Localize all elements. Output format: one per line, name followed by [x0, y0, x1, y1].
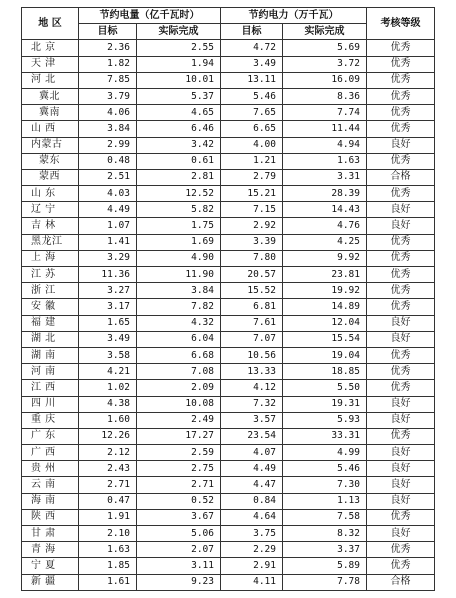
electricity-actual-cell: 12.52: [137, 186, 221, 202]
region-cell: 冀北: [22, 88, 79, 104]
table-row: [22, 121, 435, 137]
table-row: [22, 137, 435, 153]
power-target-cell: 13.11: [221, 72, 283, 88]
electricity-target-cell: 2.71: [79, 477, 137, 493]
region-cell: 广 西: [22, 445, 79, 461]
table-row: [22, 72, 435, 88]
grade-header: 考核等级: [367, 8, 435, 40]
electricity-target-cell: 3.27: [79, 283, 137, 299]
power-actual-cell: 7.58: [283, 509, 367, 525]
table-row: [22, 299, 435, 315]
region-cell: 山 西: [22, 121, 79, 137]
power-actual-cell: 11.44: [283, 121, 367, 137]
power-actual-cell: 9.92: [283, 250, 367, 266]
grade-cell: 优秀: [367, 40, 435, 56]
power-target-cell: 7.07: [221, 331, 283, 347]
electricity-target-cell: 1.91: [79, 509, 137, 525]
power-target-cell: 2.92: [221, 218, 283, 234]
region-cell: 辽 宁: [22, 202, 79, 218]
power-target-cell: 5.46: [221, 88, 283, 104]
power-target-cell: 1.21: [221, 153, 283, 169]
energy-savings-table: [21, 7, 435, 591]
electricity-target-cell: 2.99: [79, 137, 137, 153]
electricity-actual-cell: 4.90: [137, 250, 221, 266]
power-actual-cell: 4.76: [283, 218, 367, 234]
power-actual-cell: 12.04: [283, 315, 367, 331]
table-header: [22, 8, 435, 40]
region-cell: 山 东: [22, 186, 79, 202]
table-row: [22, 186, 435, 202]
grade-cell: 优秀: [367, 380, 435, 396]
electricity-actual-cell: 2.09: [137, 380, 221, 396]
electricity-target-cell: 1.60: [79, 412, 137, 428]
table-row: [22, 40, 435, 56]
power-target-cell: 4.07: [221, 445, 283, 461]
table-row: [22, 396, 435, 412]
region-cell: 河 南: [22, 364, 79, 380]
grade-cell: 优秀: [367, 72, 435, 88]
power-actual-cell: 1.13: [283, 493, 367, 509]
region-cell: 贵 州: [22, 461, 79, 477]
power-target-cell: 4.12: [221, 380, 283, 396]
region-cell: 北 京: [22, 40, 79, 56]
electricity-actual-cell: 11.90: [137, 267, 221, 283]
region-cell: 广 东: [22, 428, 79, 444]
grade-cell: 良好: [367, 331, 435, 347]
electricity-actual-cell: 3.42: [137, 137, 221, 153]
grade-cell: 良好: [367, 493, 435, 509]
power-saved-header: 节约电力（万千瓦）: [221, 8, 367, 24]
electricity-target-header: 目标: [79, 24, 137, 40]
power-actual-cell: 16.09: [283, 72, 367, 88]
power-actual-cell: 15.54: [283, 331, 367, 347]
grade-cell: 优秀: [367, 153, 435, 169]
power-actual-cell: 33.31: [283, 428, 367, 444]
power-actual-cell: 5.93: [283, 412, 367, 428]
electricity-actual-cell: 2.55: [137, 40, 221, 56]
electricity-target-cell: 0.48: [79, 153, 137, 169]
electricity-target-cell: 4.06: [79, 105, 137, 121]
electricity-actual-cell: 3.67: [137, 509, 221, 525]
electricity-target-cell: 3.58: [79, 347, 137, 363]
electricity-actual-cell: 2.59: [137, 445, 221, 461]
electricity-actual-cell: 5.82: [137, 202, 221, 218]
electricity-target-cell: 3.49: [79, 331, 137, 347]
electricity-target-cell: 1.82: [79, 56, 137, 72]
grade-cell: 优秀: [367, 509, 435, 525]
grade-cell: 良好: [367, 412, 435, 428]
region-cell: 甘 肃: [22, 526, 79, 542]
electricity-actual-cell: 0.61: [137, 153, 221, 169]
table-row: [22, 461, 435, 477]
grade-cell: 优秀: [367, 186, 435, 202]
electricity-actual-cell: 0.52: [137, 493, 221, 509]
table-row: [22, 267, 435, 283]
table-row: [22, 428, 435, 444]
power-actual-cell: 23.81: [283, 267, 367, 283]
power-target-cell: 7.15: [221, 202, 283, 218]
grade-cell: 良好: [367, 477, 435, 493]
table-row: [22, 412, 435, 428]
electricity-target-cell: 2.36: [79, 40, 137, 56]
power-actual-cell: 19.04: [283, 347, 367, 363]
electricity-actual-cell: 4.65: [137, 105, 221, 121]
electricity-target-cell: 1.61: [79, 574, 137, 590]
electricity-target-cell: 2.12: [79, 445, 137, 461]
region-cell: 重 庆: [22, 412, 79, 428]
power-target-cell: 2.79: [221, 169, 283, 185]
power-target-cell: 7.80: [221, 250, 283, 266]
grade-cell: 优秀: [367, 542, 435, 558]
region-cell: 蒙西: [22, 169, 79, 185]
power-actual-cell: 3.31: [283, 169, 367, 185]
electricity-actual-cell: 6.68: [137, 347, 221, 363]
electricity-actual-cell: 3.11: [137, 558, 221, 574]
region-cell: 陕 西: [22, 509, 79, 525]
region-cell: 河 北: [22, 72, 79, 88]
electricity-target-cell: 4.21: [79, 364, 137, 380]
power-actual-cell: 14.89: [283, 299, 367, 315]
electricity-target-cell: 3.84: [79, 121, 137, 137]
electricity-actual-cell: 2.49: [137, 412, 221, 428]
electricity-actual-cell: 5.37: [137, 88, 221, 104]
electricity-target-cell: 11.36: [79, 267, 137, 283]
power-actual-cell: 5.69: [283, 40, 367, 56]
power-actual-cell: 1.63: [283, 153, 367, 169]
power-actual-cell: 5.89: [283, 558, 367, 574]
power-target-cell: 3.49: [221, 56, 283, 72]
region-cell: 江 苏: [22, 267, 79, 283]
power-actual-cell: 3.72: [283, 56, 367, 72]
power-target-cell: 23.54: [221, 428, 283, 444]
electricity-target-cell: 12.26: [79, 428, 137, 444]
grade-cell: 良好: [367, 218, 435, 234]
table-row: [22, 477, 435, 493]
electricity-actual-cell: 1.94: [137, 56, 221, 72]
power-target-cell: 4.47: [221, 477, 283, 493]
electricity-actual-header: 实际完成: [137, 24, 221, 40]
power-target-cell: 15.21: [221, 186, 283, 202]
electricity-target-cell: 2.51: [79, 169, 137, 185]
power-actual-cell: 7.78: [283, 574, 367, 590]
table-row: [22, 493, 435, 509]
electricity-actual-cell: 7.08: [137, 364, 221, 380]
grade-cell: 良好: [367, 315, 435, 331]
power-actual-cell: 5.50: [283, 380, 367, 396]
power-target-cell: 4.49: [221, 461, 283, 477]
table-row: [22, 56, 435, 72]
region-cell: 新 疆: [22, 574, 79, 590]
electricity-target-cell: 4.49: [79, 202, 137, 218]
power-target-cell: 4.72: [221, 40, 283, 56]
power-actual-cell: 4.94: [283, 137, 367, 153]
power-target-cell: 13.33: [221, 364, 283, 380]
power-target-cell: 7.65: [221, 105, 283, 121]
electricity-target-cell: 4.38: [79, 396, 137, 412]
region-cell: 内蒙古: [22, 137, 79, 153]
grade-cell: 优秀: [367, 283, 435, 299]
power-target-cell: 3.57: [221, 412, 283, 428]
electricity-actual-cell: 3.84: [137, 283, 221, 299]
grade-cell: 优秀: [367, 56, 435, 72]
region-cell: 黑龙江: [22, 234, 79, 250]
table-row: [22, 542, 435, 558]
electricity-target-cell: 2.10: [79, 526, 137, 542]
table-row: [22, 364, 435, 380]
power-target-cell: 3.75: [221, 526, 283, 542]
power-actual-cell: 28.39: [283, 186, 367, 202]
electricity-target-cell: 1.63: [79, 542, 137, 558]
electricity-target-cell: 3.29: [79, 250, 137, 266]
table-row: [22, 202, 435, 218]
grade-cell: 优秀: [367, 347, 435, 363]
electricity-target-cell: 1.85: [79, 558, 137, 574]
table-row: [22, 169, 435, 185]
power-actual-cell: 8.36: [283, 88, 367, 104]
grade-cell: 合格: [367, 574, 435, 590]
electricity-target-cell: 1.65: [79, 315, 137, 331]
grade-cell: 合格: [367, 169, 435, 185]
power-target-cell: 10.56: [221, 347, 283, 363]
electricity-actual-cell: 10.08: [137, 396, 221, 412]
region-cell: 福 建: [22, 315, 79, 331]
table-row: [22, 509, 435, 525]
region-cell: 青 海: [22, 542, 79, 558]
region-header: 地 区: [22, 8, 79, 40]
energy-savings-table-container: [21, 7, 434, 591]
grade-cell: 良好: [367, 461, 435, 477]
electricity-actual-cell: 2.81: [137, 169, 221, 185]
grade-cell: 优秀: [367, 234, 435, 250]
electricity-saved-header: 节约电量（亿千瓦时）: [79, 8, 221, 24]
region-cell: 安 徽: [22, 299, 79, 315]
grade-cell: 良好: [367, 526, 435, 542]
electricity-target-cell: 1.41: [79, 234, 137, 250]
table-row: [22, 347, 435, 363]
power-target-cell: 20.57: [221, 267, 283, 283]
electricity-target-cell: 0.47: [79, 493, 137, 509]
power-actual-header: 实际完成: [283, 24, 367, 40]
grade-cell: 良好: [367, 137, 435, 153]
table-row: [22, 234, 435, 250]
electricity-target-cell: 1.02: [79, 380, 137, 396]
region-cell: 浙 江: [22, 283, 79, 299]
electricity-actual-cell: 2.07: [137, 542, 221, 558]
grade-cell: 良好: [367, 202, 435, 218]
electricity-actual-cell: 7.82: [137, 299, 221, 315]
power-target-cell: 4.11: [221, 574, 283, 590]
grade-cell: 优秀: [367, 88, 435, 104]
grade-cell: 优秀: [367, 364, 435, 380]
table-row: [22, 218, 435, 234]
table-row: [22, 153, 435, 169]
region-cell: 海 南: [22, 493, 79, 509]
electricity-actual-cell: 5.06: [137, 526, 221, 542]
table-row: [22, 283, 435, 299]
table-row: [22, 88, 435, 104]
table-row: [22, 380, 435, 396]
power-target-cell: 15.52: [221, 283, 283, 299]
electricity-target-cell: 7.85: [79, 72, 137, 88]
grade-cell: 优秀: [367, 558, 435, 574]
region-cell: 上 海: [22, 250, 79, 266]
power-target-cell: 4.64: [221, 509, 283, 525]
region-cell: 蒙东: [22, 153, 79, 169]
region-cell: 湖 南: [22, 347, 79, 363]
electricity-actual-cell: 6.46: [137, 121, 221, 137]
power-actual-cell: 8.32: [283, 526, 367, 542]
region-cell: 四 川: [22, 396, 79, 412]
power-actual-cell: 19.92: [283, 283, 367, 299]
electricity-target-cell: 3.17: [79, 299, 137, 315]
electricity-target-cell: 2.43: [79, 461, 137, 477]
grade-cell: 优秀: [367, 105, 435, 121]
electricity-actual-cell: 10.01: [137, 72, 221, 88]
electricity-actual-cell: 2.71: [137, 477, 221, 493]
electricity-actual-cell: 1.69: [137, 234, 221, 250]
power-actual-cell: 14.43: [283, 202, 367, 218]
electricity-target-cell: 4.03: [79, 186, 137, 202]
region-cell: 江 西: [22, 380, 79, 396]
grade-cell: 优秀: [367, 267, 435, 283]
power-actual-cell: 19.31: [283, 396, 367, 412]
power-actual-cell: 5.46: [283, 461, 367, 477]
table-row: [22, 331, 435, 347]
region-cell: 吉 林: [22, 218, 79, 234]
grade-cell: 优秀: [367, 250, 435, 266]
electricity-actual-cell: 2.75: [137, 461, 221, 477]
power-actual-cell: 3.37: [283, 542, 367, 558]
electricity-actual-cell: 6.04: [137, 331, 221, 347]
power-actual-cell: 7.30: [283, 477, 367, 493]
table-row: [22, 526, 435, 542]
region-cell: 天 津: [22, 56, 79, 72]
table-row: [22, 315, 435, 331]
power-target-header: 目标: [221, 24, 283, 40]
power-target-cell: 2.29: [221, 542, 283, 558]
power-target-cell: 6.81: [221, 299, 283, 315]
power-target-cell: 4.00: [221, 137, 283, 153]
table-body: [22, 40, 435, 590]
power-actual-cell: 18.85: [283, 364, 367, 380]
grade-cell: 优秀: [367, 121, 435, 137]
electricity-target-cell: 3.79: [79, 88, 137, 104]
grade-cell: 良好: [367, 396, 435, 412]
electricity-actual-cell: 9.23: [137, 574, 221, 590]
power-target-cell: 7.32: [221, 396, 283, 412]
electricity-target-cell: 1.07: [79, 218, 137, 234]
power-target-cell: 3.39: [221, 234, 283, 250]
electricity-actual-cell: 1.75: [137, 218, 221, 234]
table-row: [22, 574, 435, 590]
electricity-actual-cell: 17.27: [137, 428, 221, 444]
table-row: [22, 445, 435, 461]
power-actual-cell: 7.74: [283, 105, 367, 121]
power-target-cell: 7.61: [221, 315, 283, 331]
grade-cell: 优秀: [367, 428, 435, 444]
region-cell: 云 南: [22, 477, 79, 493]
power-target-cell: 0.84: [221, 493, 283, 509]
power-target-cell: 6.65: [221, 121, 283, 137]
region-cell: 冀南: [22, 105, 79, 121]
power-target-cell: 2.91: [221, 558, 283, 574]
table-row: [22, 105, 435, 121]
power-actual-cell: 4.99: [283, 445, 367, 461]
region-cell: 湖 北: [22, 331, 79, 347]
grade-cell: 优秀: [367, 299, 435, 315]
electricity-actual-cell: 4.32: [137, 315, 221, 331]
table-row: [22, 558, 435, 574]
region-cell: 宁 夏: [22, 558, 79, 574]
grade-cell: 良好: [367, 445, 435, 461]
table-row: [22, 250, 435, 266]
power-actual-cell: 4.25: [283, 234, 367, 250]
